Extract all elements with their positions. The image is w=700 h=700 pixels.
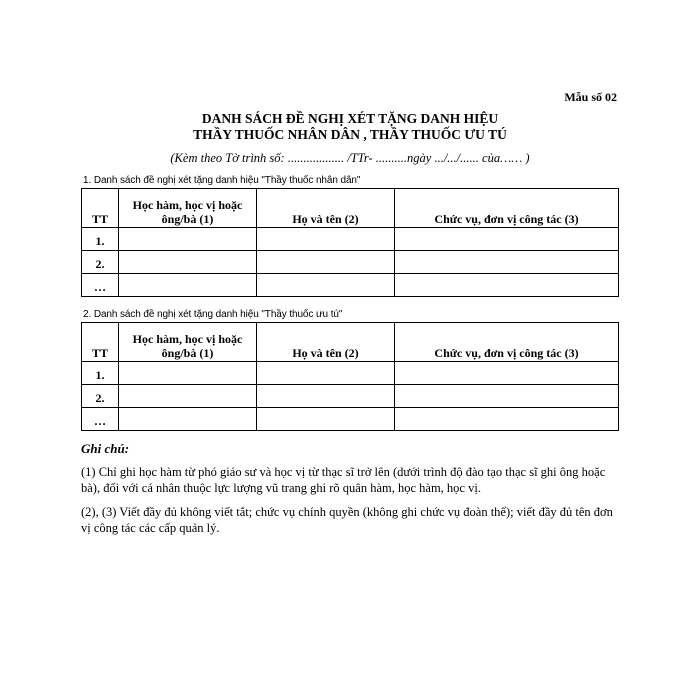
row-number: 2. (82, 251, 119, 274)
header-full-name: Họ và tên (2) (257, 323, 395, 362)
header-tt: TT (82, 189, 119, 228)
table-row (82, 228, 619, 251)
table-row (82, 385, 619, 408)
header-full-name: Họ và tên (2) (257, 189, 395, 228)
table-row (82, 274, 619, 297)
note-1: (1) Chỉ ghi học hàm từ phó giáo sư và học vị từ thạc sĩ trở lên (dưới trình độ đào tạo thạc sĩ ghi ông hoặc bà), đối với cá nhân thuộc lực lượng vũ trang ghi rõ quân hàm, học hàm, học vị. (81, 465, 606, 495)
row-number: 1. (82, 228, 119, 251)
header-academic-title: Học hàm, học vị hoặc ông/bà (1) (119, 323, 257, 362)
cell-position-unit[interactable] (395, 274, 619, 297)
header-position-unit: Chức vụ, đơn vị công tác (3) (395, 189, 619, 228)
table-header-row (82, 189, 619, 228)
section2-table (81, 322, 619, 431)
cell-position-unit[interactable] (395, 385, 619, 408)
cell-academic-title[interactable] (119, 251, 257, 274)
row-number: … (82, 408, 119, 431)
notes-title: Ghi chú: (81, 441, 130, 456)
section1-table (81, 188, 619, 297)
table-row (82, 362, 619, 385)
row-number: 1. (82, 362, 119, 385)
cell-academic-title[interactable] (119, 408, 257, 431)
form-code: Mẫu số 02 (564, 90, 617, 104)
cell-academic-title[interactable] (119, 362, 257, 385)
note-2: (2), (3) Viết đầy đủ không viết tắt; chức vụ chính quyền (không ghi chức vụ đoàn thể); viết đầy đủ tên đơn vị công tác các cấp quản lý. (81, 505, 613, 535)
cell-full-name[interactable] (257, 362, 395, 385)
cell-position-unit[interactable] (395, 362, 619, 385)
cell-full-name[interactable] (257, 251, 395, 274)
cell-full-name[interactable] (257, 385, 395, 408)
attachment-note: (Kèm theo Tờ trình số: .................. /TTr- ..........ngày .../.../...... của…… ) (170, 151, 530, 165)
cell-full-name[interactable] (257, 274, 395, 297)
header-academic-title: Học hàm, học vị hoặc ông/bà (1) (119, 189, 257, 228)
cell-position-unit[interactable] (395, 251, 619, 274)
cell-full-name[interactable] (257, 228, 395, 251)
cell-full-name[interactable] (257, 408, 395, 431)
document-title-line2: THẦY THUỐC NHÂN DÂN , THẦY THUỐC ƯU TÚ (193, 127, 507, 142)
cell-academic-title[interactable] (119, 228, 257, 251)
section1-label: 1. Danh sách đề nghị xét tặng danh hiệu "Thầy thuốc nhân dân" (83, 175, 361, 186)
header-position-unit: Chức vụ, đơn vị công tác (3) (395, 323, 619, 362)
cell-academic-title[interactable] (119, 274, 257, 297)
table-row (82, 251, 619, 274)
table-header-row (82, 323, 619, 362)
cell-academic-title[interactable] (119, 385, 257, 408)
cell-position-unit[interactable] (395, 408, 619, 431)
row-number: … (82, 274, 119, 297)
header-tt: TT (82, 323, 119, 362)
table-row (82, 408, 619, 431)
row-number: 2. (82, 385, 119, 408)
document-title-line1: DANH SÁCH ĐỀ NGHỊ XÉT TẶNG DANH HIỆU (201, 111, 499, 126)
section2-label: 2. Danh sách đề nghị xét tặng danh hiệu "Thầy thuốc ưu tú" (83, 309, 343, 320)
cell-position-unit[interactable] (395, 228, 619, 251)
